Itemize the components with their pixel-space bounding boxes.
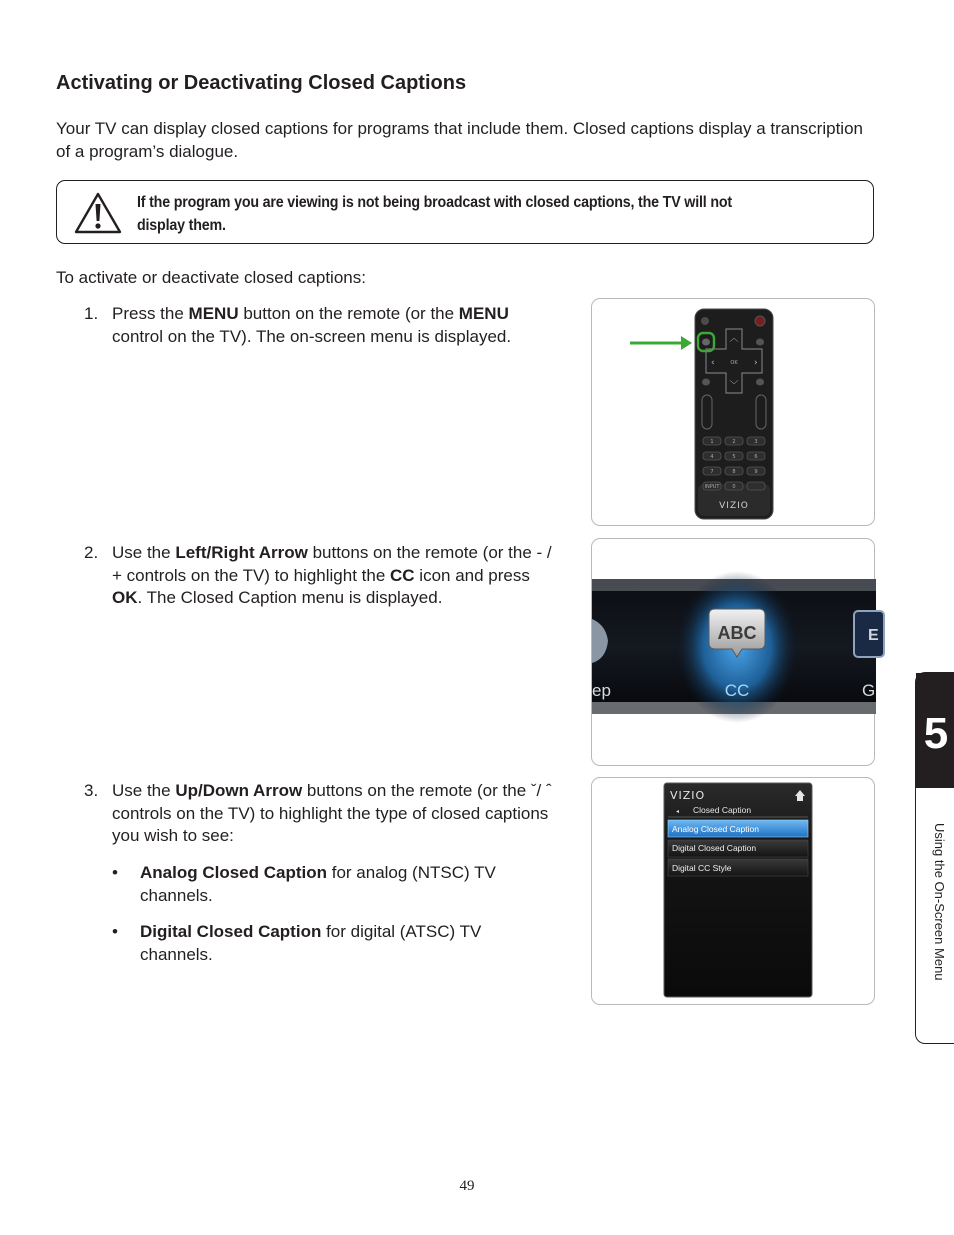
warning-triangle-icon (73, 191, 123, 235)
svg-text:8: 8 (732, 469, 736, 475)
warning-callout (56, 180, 874, 244)
menu-item-digital: Digital Closed Caption (672, 843, 757, 853)
remote-top-button (701, 317, 709, 325)
power-button (755, 316, 765, 326)
menu-item-analog: Analog Closed Caption (672, 824, 759, 834)
section-heading: Activating or Deactivating Closed Captions (56, 72, 467, 94)
remote-illustration (592, 299, 876, 527)
bullet-marker: • (112, 863, 118, 882)
remote-brand-logo: VIZIO (719, 501, 749, 511)
svg-text:3: 3 (754, 439, 758, 445)
svg-text:INPUT: INPUT (704, 484, 720, 490)
step-2 (84, 542, 564, 610)
bullet-text: Analog Closed Caption for analog (NTSC) TV channels. (140, 863, 496, 905)
chapter-tab (915, 672, 954, 1044)
svg-text:›: › (754, 358, 758, 368)
step-3 (84, 780, 554, 848)
menu-button (702, 339, 710, 346)
step-number: 2. (84, 543, 99, 562)
warning-text: If the program you are viewing is not being broadcast with closed captions, the TV will not display them. (137, 194, 732, 234)
svg-text:9: 9 (754, 469, 758, 475)
chapter-number: 5 (923, 709, 949, 758)
step-text: Use the Up/Down Arrow buttons on the remote (or the ˇ/ ˆ controls on the TV) to highlight the type of closed captions you wish to see: (112, 781, 552, 845)
left-item-label: ep (592, 681, 611, 700)
bullet-digital (112, 921, 552, 966)
svg-text:﹀: ﹀ (729, 381, 739, 391)
svg-text:4: 4 (710, 454, 714, 460)
bullet-text: Digital Closed Caption for digital (ATSC) TV channels. (140, 922, 482, 964)
cc-menu-title: Closed Caption (693, 805, 752, 815)
svg-text:7: 7 (710, 469, 714, 475)
lead-in-text: To activate or deactivate closed captions: (56, 268, 366, 287)
intro-paragraph: Your TV can display closed captions for programs that include them. Closed captions display a transcription of a program’s dialogue. (56, 119, 863, 161)
cc-menu-panel (664, 783, 812, 997)
svg-text:E: E (868, 627, 879, 644)
right-item-label: G (862, 681, 876, 700)
svg-text:5: 5 (732, 454, 736, 460)
back-chevron-icon: ◂ (676, 808, 680, 815)
pointer-arrow-head (681, 336, 692, 350)
step-number: 3. (84, 781, 99, 800)
svg-text:OK: OK (730, 360, 738, 366)
svg-text:0: 0 (732, 484, 736, 490)
exit-button (756, 379, 764, 386)
remote-figure (591, 298, 875, 526)
step-number: 1. (84, 304, 99, 323)
step-1 (84, 303, 564, 348)
svg-text:‹: ‹ (711, 358, 715, 368)
cc-icon-text: ABC (717, 623, 757, 643)
bullet-analog (112, 862, 552, 907)
svg-text:1: 1 (710, 439, 714, 445)
cc-menu-figure (591, 777, 875, 1005)
menu-brand-logo: VIZIO (670, 789, 706, 802)
step-text: Use the Left/Right Arrow buttons on the remote (or the - / + controls on the TV) to highlight the CC icon and press OK. The Closed Caption menu is displayed. (112, 543, 552, 607)
cc-icon-figure (591, 538, 879, 766)
svg-text:2: 2 (732, 439, 736, 445)
svg-text:︿: ︿ (729, 334, 739, 344)
svg-text:6: 6 (754, 454, 758, 460)
back-button (756, 339, 764, 346)
chapter-title: Using the On-Screen Menu (932, 823, 947, 981)
step-text: Press the MENU button on the remote (or the MENU control on the TV). The on-screen menu is displayed. (112, 304, 512, 346)
cc-menu-screenshot (592, 778, 876, 1006)
guide-button (702, 379, 710, 386)
menu-strip-screenshot (592, 539, 879, 767)
menu-item-cc-style: Digital CC Style (672, 863, 732, 873)
cc-label: CC (724, 681, 750, 700)
bullet-marker: • (112, 922, 118, 941)
page-number: 49 (459, 1178, 475, 1194)
